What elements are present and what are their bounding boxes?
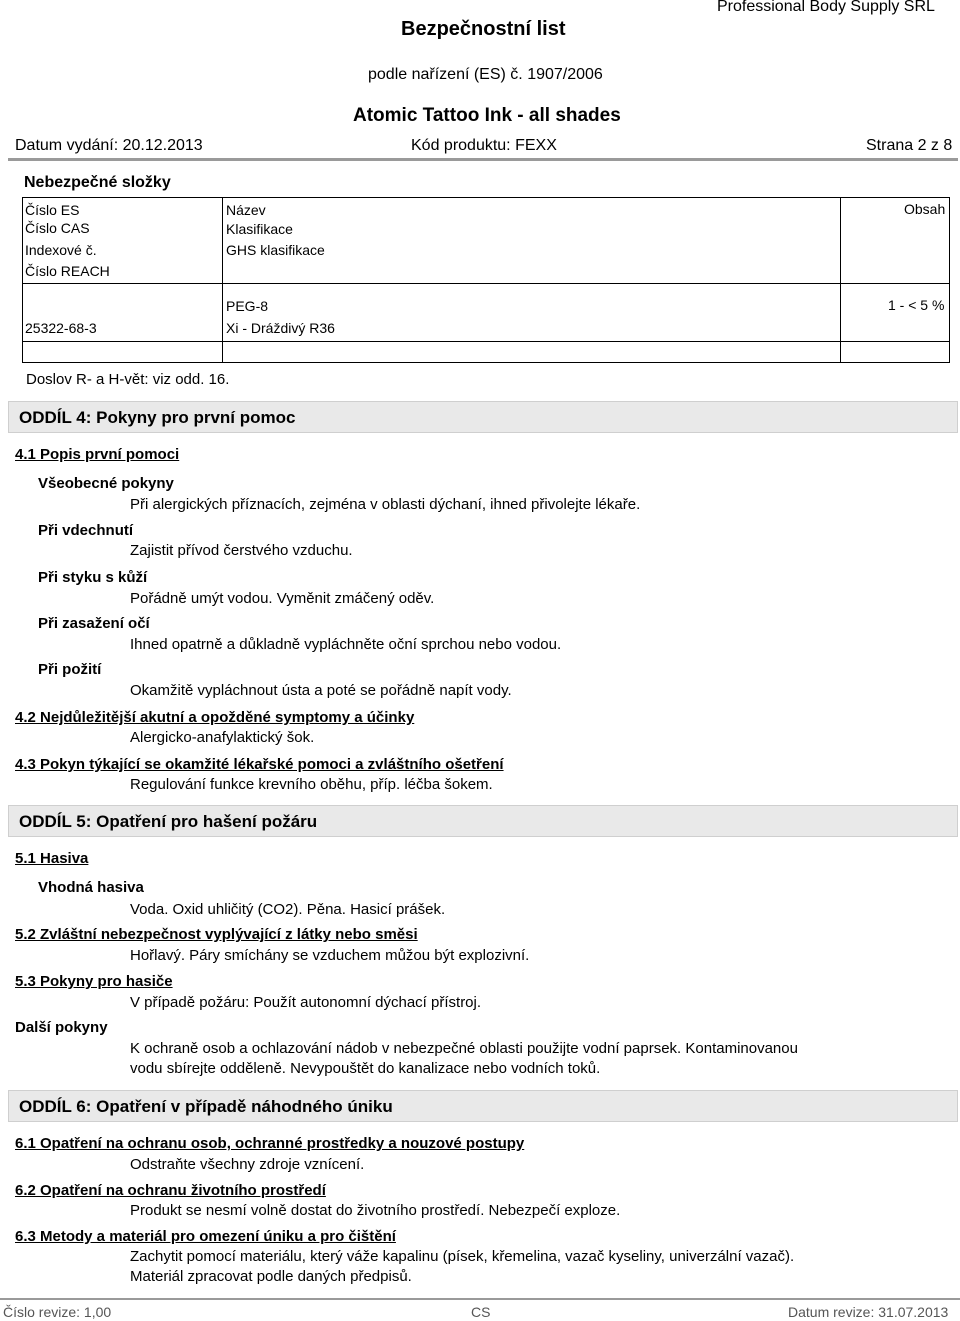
- col-header-index: Indexové č.: [25, 242, 97, 258]
- symptoms-text: Alergicko-anafylaktický šok.: [130, 729, 315, 746]
- inhalation-text: Zajistit přívod čerstvého vzduchu.: [130, 542, 353, 559]
- section-4-title: ODDÍL 4: Pokyny pro první pomoc: [19, 408, 296, 427]
- col-header-reach: Číslo REACH: [25, 263, 110, 279]
- eye-contact-label: Při zasažení očí: [38, 615, 150, 632]
- footer-divider: [0, 1298, 960, 1300]
- general-advice-text: Při alergických příznacích, zejména v oblasti dýchaní, ihned přivolejte lékaře.: [130, 496, 641, 513]
- col-header-name: Název: [226, 202, 266, 218]
- subsection-5-3: 5.3 Pokyny pro hasiče: [15, 973, 173, 990]
- hazardous-heading: Nebezpečné složky: [24, 174, 171, 191]
- subsection-6-3: 6.3 Metody a materiál pro omezení úniku a pro čištění: [15, 1228, 396, 1245]
- subsection-6-2: 6.2 Opatření na ochranu životního prostředí: [15, 1182, 326, 1199]
- containment-text-line2: Materiál zpracovat podle daných předpisů.: [130, 1268, 412, 1285]
- containment-text-line1: Zachytit pomocí materiálu, který váže kapalinu (písek, křemelina, vazač kyseliny, univerzální vazač).: [130, 1248, 795, 1265]
- other-advice-label: Další pokyny: [15, 1019, 108, 1036]
- ingestion-label: Při požití: [38, 661, 102, 678]
- firefighter-advice-text: V případě požáru: Použít autonomní dýchací přístroj.: [130, 994, 482, 1011]
- inhalation-label: Při vdechnutí: [38, 522, 134, 539]
- component-content: 1 - < 5 %: [888, 297, 945, 313]
- product-code: Kód produktu: FEXX: [411, 137, 557, 154]
- regulation-text: podle nařízení (ES) č. 1907/2006: [368, 66, 603, 83]
- r-phrases-note: Doslov R- a H-vět: viz odd. 16.: [26, 371, 230, 388]
- component-name: PEG-8: [226, 298, 269, 314]
- document-title: Bezpečnostní list: [401, 18, 566, 40]
- special-hazards-text: Hořlavý. Páry smíchány se vzduchem můžou být explozivní.: [130, 947, 530, 964]
- general-advice-label: Všeobecné pokyny: [38, 475, 174, 492]
- revision-date: Datum revize: 31.07.2013: [788, 1304, 949, 1320]
- section-4-header: [8, 401, 958, 433]
- language-code: CS: [471, 1304, 491, 1320]
- other-advice-text-line2: vodu sbírejte odděleně. Nevypouštět do kanalizace nebo vodních toků.: [130, 1060, 601, 1077]
- issue-date: Datum vydání: 20.12.2013: [15, 137, 203, 154]
- suitable-media-text: Voda. Oxid uhličitý (CO2). Pěna. Hasicí prášek.: [130, 901, 446, 918]
- subsection-5-2: 5.2 Zvláštní nebezpečnost vyplývající z látky nebo směsi: [15, 926, 418, 943]
- col-header-cas: Číslo CAS: [25, 220, 90, 236]
- col-header-ghs: GHS klasifikace: [226, 242, 325, 258]
- other-advice-text-line1: K ochraně osob a ochlazování nádob v nebezpečné oblasti použijte vodní paprsek. Kontaminovanou: [130, 1040, 798, 1057]
- environmental-precautions-text: Produkt se nesmí volně dostat do životního prostředí. Nebezpečí exploze.: [130, 1202, 621, 1219]
- subsection-4-2: 4.2 Nejdůležitější akutní a opožděné symptomy a účinky: [15, 709, 415, 726]
- section-5-header: [8, 805, 958, 837]
- subsection-4-3: 4.3 Pokyn týkající se okamžité lékařské pomoci a zvláštního ošetření: [15, 756, 504, 773]
- col-header-classification: Klasifikace: [226, 221, 293, 237]
- revision-number: Číslo revize: 1,00: [3, 1304, 112, 1320]
- col-header-content: Obsah: [904, 201, 946, 217]
- page-number: Strana 2 z 8: [866, 137, 953, 154]
- col-header-ec: Číslo ES: [25, 202, 80, 218]
- suitable-media-label: Vhodná hasiva: [38, 879, 144, 896]
- company-name: Professional Body Supply SRL: [717, 0, 935, 15]
- section-5-title: ODDÍL 5: Opatření pro hašení požáru: [19, 812, 318, 831]
- subsection-6-1: 6.1 Opatření na ochranu osob, ochranné prostředky a nouzové postupy: [15, 1135, 525, 1152]
- component-classification: Xi - Dráždivý R36: [226, 320, 335, 336]
- section-6-title: ODDÍL 6: Opatření v případě náhodného úniku: [19, 1097, 393, 1116]
- product-name: Atomic Tattoo Ink - all shades: [353, 105, 621, 126]
- component-number: 25322-68-3: [25, 320, 97, 336]
- subsection-4-1: 4.1 Popis první pomoci: [15, 446, 180, 463]
- header-divider: [8, 158, 958, 161]
- section-6-header: [8, 1090, 958, 1122]
- skin-contact-label: Při styku s kůží: [38, 569, 148, 586]
- ingestion-text: Okamžitě vypláchnout ústa a poté se pořádně napít vody.: [130, 682, 512, 699]
- subsection-5-1: 5.1 Hasiva: [15, 850, 89, 867]
- personal-precautions-text: Odstraňte všechny zdroje vznícení.: [130, 1156, 365, 1173]
- treatment-text: Regulování funkce krevního oběhu, příp. léčba šokem.: [130, 776, 493, 793]
- skin-contact-text: Pořádně umýt vodou. Vyměnit zmáčený oděv.: [130, 590, 435, 607]
- eye-contact-text: Ihned opatrně a důkladně vypláchněte oční sprchou nebo vodou.: [130, 636, 562, 653]
